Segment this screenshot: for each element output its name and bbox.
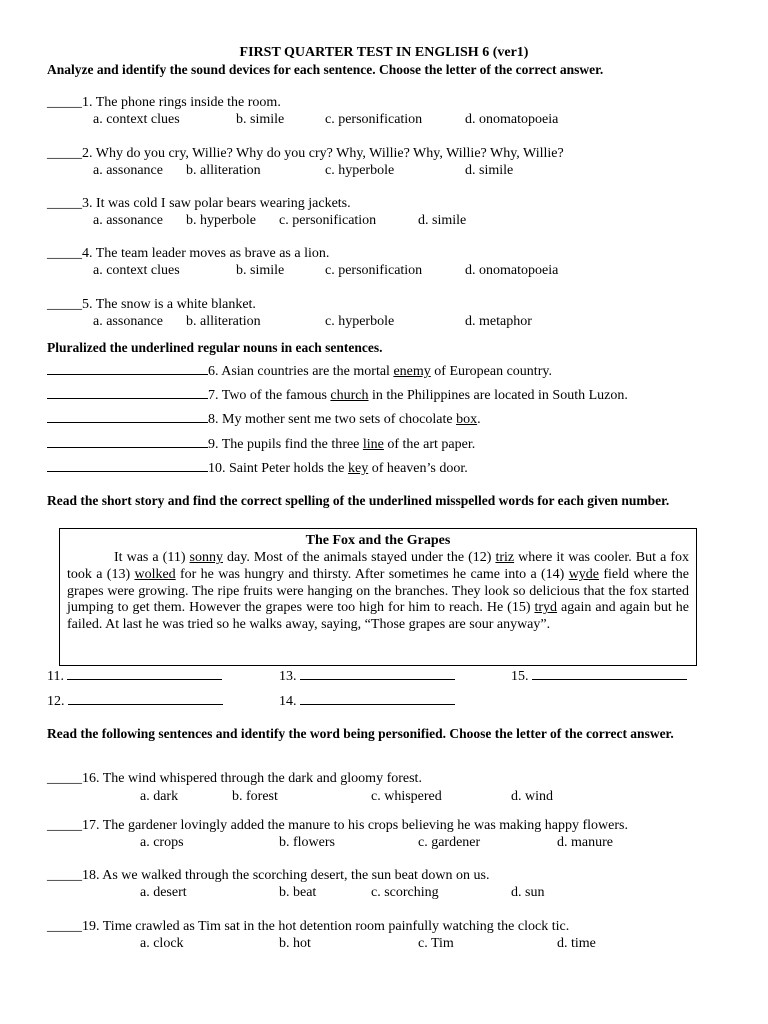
answer-blank[interactable]: _____ [47, 196, 82, 211]
question-text: 16. The wind whispered through the dark and gloomy forest. [82, 771, 422, 786]
choice-16a: a. dark [140, 789, 179, 804]
answer-14: 14. [279, 692, 455, 710]
answer-15: 15. [511, 667, 687, 685]
question-7 [47, 386, 628, 404]
answer-blank[interactable]: _____ [47, 95, 82, 110]
choice-4a: a. context clues [93, 263, 180, 278]
part2-instruction: Pluralized the underlined regular nouns in each sentences. [47, 340, 383, 355]
question-text: 19. Time crawled as Tim sat in the hot detention room painfully watching the clock tic. [82, 919, 570, 934]
choice-3a: a. assonance [93, 213, 163, 228]
choice-18c: c. scorching [371, 885, 439, 900]
answer-line[interactable] [300, 667, 455, 680]
choice-19b: b. hot [279, 936, 311, 951]
question-16 [47, 770, 422, 787]
answer-line[interactable] [47, 410, 208, 423]
question-text: 10. Saint Peter holds the [208, 461, 348, 476]
question-text: 6. Asian countries are the mortal [208, 364, 394, 379]
choice-18d: d. sun [511, 885, 545, 900]
underlined-noun: box [456, 412, 478, 427]
choice-3d: d. simile [418, 213, 467, 228]
answer-line[interactable] [47, 362, 208, 375]
choice-2c: c. hyperbole [325, 163, 395, 178]
choice-4d: d. onomatopoeia [465, 263, 559, 278]
question-text: 4. The team leader moves as brave as a lion. [82, 246, 330, 261]
choice-17c: c. gardener [418, 835, 481, 850]
underlined-noun: line [362, 437, 384, 452]
choice-5d: d. metaphor [465, 314, 532, 329]
answer-blank[interactable]: _____ [47, 246, 82, 261]
choice-17d: d. manure [557, 835, 613, 850]
question-text: 5. The snow is a white blanket. [82, 297, 256, 312]
question-text: 8. My mother sent me two sets of chocolate [208, 412, 457, 427]
answer-line[interactable] [67, 667, 222, 680]
answer-blank[interactable]: _____ [47, 818, 82, 833]
question-18 [47, 867, 489, 884]
question-19 [47, 918, 569, 935]
choice-16c: c. whispered [371, 789, 442, 804]
answer-blank[interactable]: _____ [47, 297, 82, 312]
question-text: 18. As we walked through the scorching desert, the sun beat down on us. [82, 868, 490, 883]
answer-line[interactable] [532, 667, 687, 680]
underlined-noun: enemy [393, 364, 431, 379]
question-4 [47, 245, 329, 262]
answer-line[interactable] [300, 692, 455, 705]
choice-1b: b. simile [236, 112, 285, 127]
misspelled-word-13: wolked [134, 566, 176, 582]
question-text: of the art paper. [383, 437, 476, 452]
choice-1c: c. personification [325, 112, 423, 127]
choice-2b: b. alliteration [186, 163, 261, 178]
answer-blank[interactable]: _____ [47, 868, 82, 883]
story-title: The Fox and the Grapes [305, 533, 451, 548]
question-10 [47, 459, 468, 477]
part4-instruction: Read the following sentences and identify the word being personified. Choose the letter of the correct answer. [47, 726, 674, 741]
answer-line[interactable] [47, 386, 208, 399]
question-text: 2. Why do you cry, Willie? Why do you cry? Why, Willie? Why, Willie? Why, Willie? [82, 146, 564, 161]
question-9 [47, 435, 475, 453]
answer-line[interactable] [68, 692, 223, 705]
answer-blank[interactable]: _____ [47, 146, 82, 161]
misspelled-word-12: triz [495, 550, 515, 565]
choice-2d: d. simile [465, 163, 514, 178]
choice-3c: c. personification [279, 213, 377, 228]
question-text: of European country. [430, 364, 552, 379]
choice-19c: c. Tim [418, 936, 454, 951]
question-5 [47, 296, 256, 313]
choice-4b: b. simile [236, 263, 285, 278]
choice-16d: d. wind [511, 789, 553, 804]
choice-4c: c. personification [325, 263, 423, 278]
part1-instruction: Analyze and identify the sound devices for each sentence. Choose the letter of the correct answer. [47, 62, 604, 77]
choice-17a: a. crops [140, 835, 184, 850]
question-text: . [477, 412, 481, 427]
misspelled-word-15: tryd [534, 600, 558, 616]
choice-3b: b. hyperbole [186, 213, 256, 228]
answer-13: 13. [279, 667, 455, 685]
story-box [59, 528, 697, 666]
choice-18a: a. desert [140, 885, 187, 900]
answer-blank[interactable]: _____ [47, 919, 82, 934]
misspelled-word-14: wyde [568, 566, 600, 582]
choice-5b: b. alliteration [186, 314, 261, 329]
answer-line[interactable] [47, 435, 208, 448]
underlined-noun: church [330, 388, 369, 403]
choice-17b: b. flowers [279, 835, 335, 850]
question-text: 9. The pupils find the three [208, 437, 363, 452]
question-text: 1. The phone rings inside the room. [82, 95, 281, 110]
choice-1d: d. onomatopoeia [465, 112, 559, 127]
question-text: 17. The gardener lovingly added the manure to his crops believing he was making happy flowers. [82, 818, 628, 833]
choice-5c: c. hyperbole [325, 314, 395, 329]
question-6 [47, 362, 552, 380]
question-17 [47, 817, 628, 834]
choice-19d: d. time [557, 936, 596, 951]
page-title: FIRST QUARTER TEST IN ENGLISH 6 (ver1) [239, 45, 529, 60]
answer-11: 11. [47, 667, 222, 685]
question-text: 7. Two of the famous [208, 388, 331, 403]
question-text: in the Philippines are located in South Luzon. [368, 388, 628, 403]
choice-5a: a. assonance [93, 314, 163, 329]
question-8 [47, 410, 481, 428]
choice-2a: a. assonance [93, 163, 163, 178]
question-3 [47, 195, 351, 212]
choice-16b: b. forest [232, 789, 278, 804]
part3-instruction: Read the short story and find the correct spelling of the underlined misspelled words for each given number. [47, 493, 670, 508]
underlined-noun: key [348, 461, 369, 476]
misspelled-word-11: sonny [189, 550, 223, 565]
story-text: It was a (11) sonny day. Most of the animals stayed under the (12) triz where it was cooler. But a fox took a (13) wolked for he was hungry and thirsty. After sometimes he came into a (14) wyde field where the grapes were growing. The ripe fruits were hanging on the branches. They look so delicious that the fox started jumping to get them. However the grapes were too high for him to reach. He (15) tryd again and again but he failed. At last he was tried so he walks away, saying, “Those grapes are sour anyway”. [67, 550, 690, 633]
question-1 [47, 94, 281, 111]
choice-19a: a. clock [140, 936, 184, 951]
choice-1a: a. context clues [93, 112, 180, 127]
answer-blank[interactable]: _____ [47, 771, 82, 786]
answer-12: 12. [47, 692, 223, 710]
answer-line[interactable] [47, 459, 208, 472]
question-2 [47, 145, 564, 162]
choice-18b: b. beat [279, 885, 317, 900]
question-text: 3. It was cold I saw polar bears wearing jackets. [82, 196, 351, 211]
question-text: of heaven’s door. [368, 461, 468, 476]
